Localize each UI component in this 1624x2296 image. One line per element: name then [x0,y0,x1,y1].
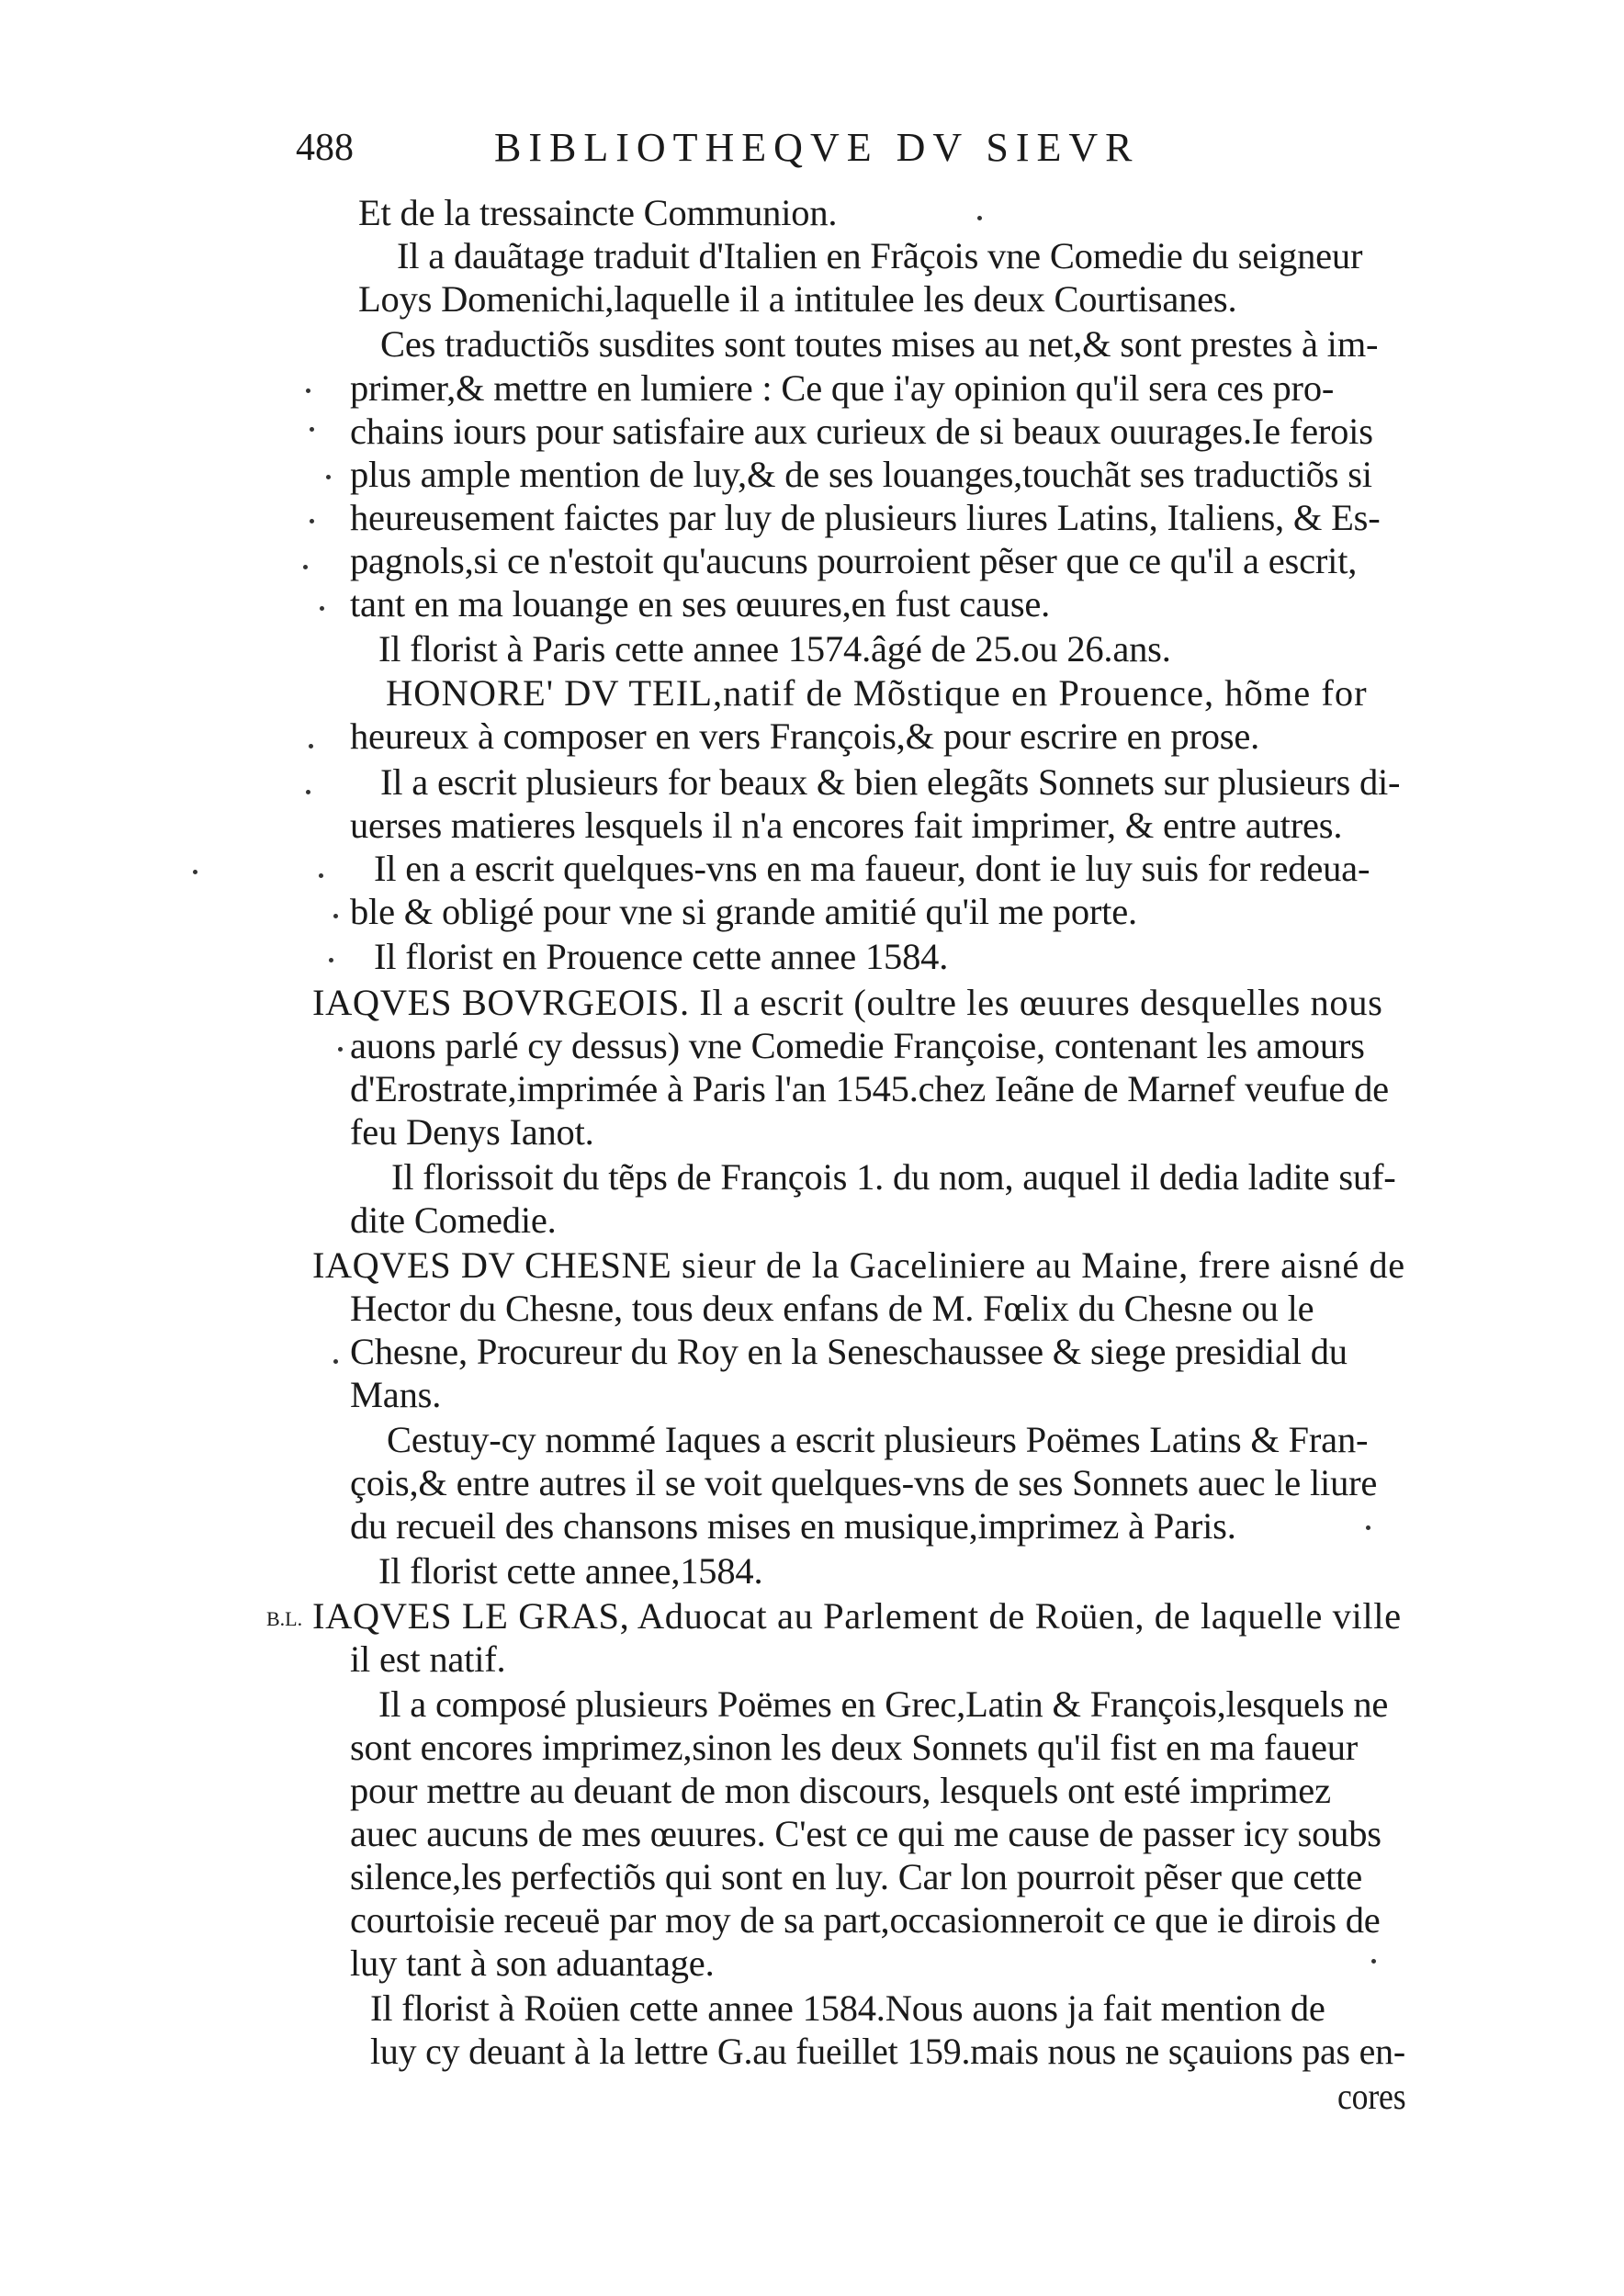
text-line: Chesne, Procureur du Roy en la Seneschaussee & siege presidial du [350,1331,1348,1372]
ink-speck [333,914,338,918]
text-line: luy tant à son aduantage. [350,1942,715,1984]
text-line: Il florist à Paris cette annee 1574.âgé de 25.ou 26.ans. [378,628,1171,670]
text-line: auec aucuns de mes œuures. C'est ce qui me cause de passer icy soubs [350,1813,1382,1854]
text-line: auons parlé cy dessus) vne Comedie Françoise, contenant les amours [350,1025,1365,1066]
text-line: IAQVES LE GRAS, Aduocat au Parlement de Roüen, de laquelle ville [312,1595,1402,1637]
ink-speck [320,606,324,611]
text-line: Hector du Chesne, tous deux enfans de M. Fœlix du Chesne ou le [350,1288,1314,1329]
ink-speck [977,216,982,220]
ink-speck [306,790,310,794]
text-line: Il florist cette annee,1584. [378,1550,763,1592]
text-line: Il a composé plusieurs Poëmes en Grec,Latin & François,lesquels ne [378,1683,1389,1725]
text-line: Il a dauãtage traduit d'Italien en Frãçois vne Comedie du seigneur [397,235,1363,276]
ink-speck [326,475,331,479]
ink-speck [1366,1525,1370,1530]
ink-speck [338,1047,343,1052]
text-line: tant en ma louange en ses œuures,en fust cause. [350,583,1051,625]
ink-speck [193,870,197,874]
text-line: çois,& entre autres il se voit quelques-vns de ses Sonnets auec le liure [350,1462,1378,1503]
text-line: d'Erostrate,imprimée à Paris l'an 1545.chez Ieãne de Marnef veufue de [350,1068,1389,1109]
text-line: luy cy deuant à la lettre G.au fueillet 159.mais nous ne sçauions pas en- [370,2031,1405,2072]
ink-speck [309,744,313,748]
text-line: heureux à composer en vers François,& pour escrire en prose. [350,715,1260,757]
text-line: silence,les perfectiõs qui sont en luy. Car lon pourroit pẽser que cette [350,1856,1363,1897]
text-line: IAQVES DV CHESNE sieur de la Gaceliniere au Maine, frere aisné de [312,1244,1405,1286]
text-line: Il florissoit du tẽps de François 1. du nom, auquel il dedia ladite suf- [391,1156,1396,1198]
text-line: Il en a escrit quelques-vns en ma faueur, dont ie luy suis for redeua- [374,848,1370,889]
text-line: Mans. [350,1374,442,1415]
text-line: plus ample mention de luy,& de ses louanges,touchãt ses traductiõs si [350,454,1372,495]
text-line: Cestuy-cy nommé Iaques a escrit plusieurs Poëmes Latins & Fran- [387,1419,1369,1460]
running-title: BIBLIOTHEQVE DV SIEVR [494,125,1140,170]
text-line: Il florist en Prouence cette annee 1584. [374,936,949,977]
text-line: dite Comedie. [350,1199,557,1241]
ink-speck [1371,1959,1376,1964]
text-line: courtoisie receuë par moy de sa part,occasionneroit ce que ie dirois de [350,1899,1381,1941]
text-line: Et de la tressaincte Communion. [358,192,838,233]
text-line: Ces traductiõs susdites sont toutes mises au net,& sont prestes à im- [380,323,1379,365]
catchword: cores [1337,2076,1406,2117]
text-line: primer,& mettre en lumiere : Ce que i'ay opinion qu'il sera ces pro- [350,367,1335,409]
text-line: sont encores imprimez,sinon les deux Sonnets qu'il fist en ma faueur [350,1727,1359,1768]
ink-speck [310,427,314,432]
text-line: feu Denys Ianot. [350,1111,594,1153]
text-line: il est natif. [350,1638,506,1680]
text-line: Loys Domenichi,laquelle il a intitulee les deux Courtisanes. [358,278,1237,320]
ink-speck [306,388,310,393]
text-line: pagnols,si ce n'estoit qu'aucuns pourroient pẽser que ce qu'il a escrit, [350,540,1358,581]
ink-speck [303,565,308,569]
text-line: uerses matieres lesquels il n'a encores fait imprimer, & entre autres. [350,805,1343,846]
text-line: chains iours pour satisfaire aux curieux de si beaux ouurages.Ie ferois [350,411,1373,452]
text-line: Il florist à Roüen cette annee 1584.Nous auons ja fait mention de [370,1987,1325,2029]
text-line: IAQVES BOVRGEOIS. Il a escrit (oultre les œuures desquelles nous [312,982,1383,1023]
text-line: du recueil des chansons mises en musique,imprimez à Paris. [350,1505,1236,1547]
text-line: pour mettre au deuant de mon discours, lesquels ont esté imprimez [350,1770,1331,1811]
margin-note: B.L. [266,1607,303,1630]
page-number: 488 [296,127,354,169]
text-line: ble & obligé pour vne si grande amitié qu'il me porte. [350,891,1137,932]
ink-speck [319,873,323,878]
ink-speck [310,519,314,523]
ink-speck [329,958,333,962]
ink-speck [333,1359,338,1364]
text-line: heureusement faictes par luy de plusieurs liures Latins, Italiens, & Es- [350,497,1381,538]
text-line: HONORE' DV TEIL,natif de Mõstique en Prouence, hõme for [386,672,1368,714]
text-line: Il a escrit plusieurs for beaux & bien elegãts Sonnets sur plusieurs di- [380,761,1401,803]
